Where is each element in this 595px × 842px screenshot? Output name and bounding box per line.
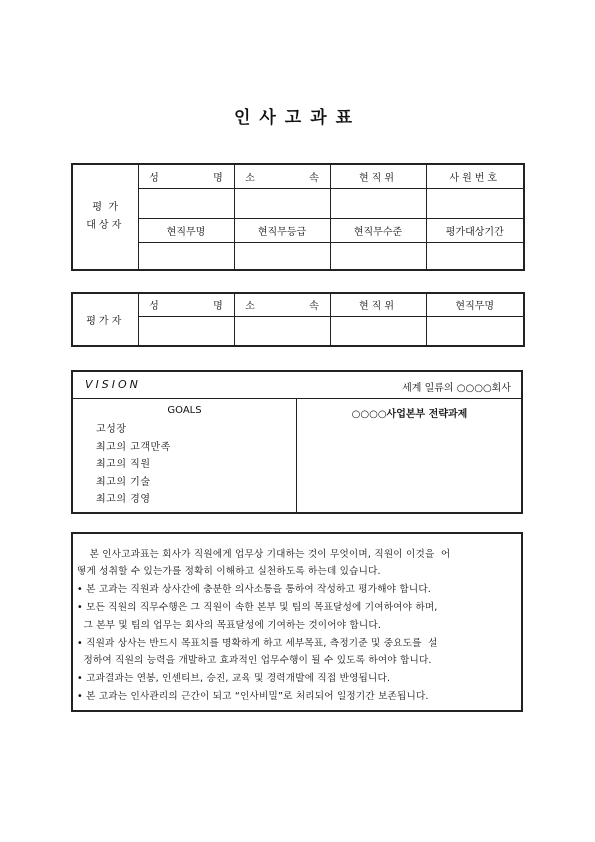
target-side-label-line2: 대상자 (86, 220, 125, 231)
note-line: • 본 고과는 직원과 상사간에 충분한 의사소통을 통하여 작성하고 평가해야 합니다. (77, 584, 432, 595)
note-line: • 본 고과는 인사관리의 근간이 되고 “인사비밀”로 처리되어 일정기간 보존됩니다. (77, 691, 429, 702)
evaluator-input-job-title[interactable] (426, 316, 524, 346)
header-job-title: 현직무명 (138, 218, 234, 242)
notes-box (71, 532, 523, 712)
vision-header (73, 372, 521, 399)
evaluator-header-job-title: 현직무명 (426, 293, 524, 316)
input-job-level[interactable] (330, 242, 426, 270)
note-line: • 직원과 상사는 반드시 목표치를 명확하게 하고 세부목표, 측정기준 및 중요도를 설 (77, 638, 438, 649)
evaluator-input-position[interactable] (330, 316, 426, 346)
vision-label: VISION (85, 378, 141, 391)
goals-list (96, 421, 171, 509)
evaluator-header-position: 현직위 (330, 293, 426, 316)
evaluator-header-name: 성 명 (138, 293, 234, 316)
note-line: 정하여 직원의 능력을 개발하고 효과적인 업무수행이 될 수 있도록 하여야 합니다. (77, 655, 432, 666)
vision-box (71, 370, 523, 514)
evaluator-header-department: 소 속 (234, 293, 330, 316)
header-employee-number: 사원번호 (426, 164, 524, 188)
goal-item: 최고의 직원 (96, 459, 151, 470)
header-job-level: 현직무수준 (330, 218, 426, 242)
goal-item: 최고의 기술 (96, 476, 151, 488)
evaluator-table (71, 292, 525, 347)
note-line: 그 본부 및 팀의 업무는 회사의 목표달성에 기여하는 것이어야 합니다. (77, 620, 382, 631)
note-line: • 모든 직원의 직무수행은 그 직원이 속한 본부 및 팀의 목표달성에 기여하여야 하며, (77, 602, 438, 613)
note-line: 본 인사고과표는 회사가 직원에게 업무상 기대하는 것이 무엇이며, 직원이 이것을 어 (83, 549, 451, 560)
vision-body (73, 399, 521, 513)
evaluator-input-department[interactable] (234, 316, 330, 346)
target-side-label-line1: 평 가 (92, 202, 119, 213)
input-employee-number[interactable] (426, 188, 524, 218)
header-department: 소 속 (234, 164, 330, 188)
vision-statement: 세계 일류의 ○○○○회사 (402, 383, 511, 394)
note-line: 떻게 성취할 수 있는가를 정확히 이해하고 실천하도록 하는데 있습니다. (77, 566, 381, 577)
goal-item: 최고의 경영 (96, 494, 151, 505)
input-evaluation-period[interactable] (426, 242, 524, 270)
evaluator-input-name[interactable] (138, 316, 234, 346)
goals-column (73, 399, 297, 513)
goal-item: 최고의 고객만족 (96, 441, 171, 453)
header-job-grade: 현직무등급 (234, 218, 330, 242)
evaluation-target-table (71, 163, 525, 271)
strategy-title: ○○○○사업본부 전략과제 (351, 409, 468, 420)
header-name: 성 명 (138, 164, 234, 188)
input-name[interactable] (138, 188, 234, 218)
evaluator-side-label: 평가자 (72, 293, 138, 346)
input-job-title[interactable] (138, 242, 234, 270)
target-side-label (72, 164, 138, 270)
input-position[interactable] (330, 188, 426, 218)
input-job-grade[interactable] (234, 242, 330, 270)
goals-title: GOALS (167, 405, 202, 416)
header-evaluation-period: 평가대상기간 (426, 218, 524, 242)
note-line: • 고과결과는 연봉, 인센티브, 승진, 교육 및 경력개발에 직접 반영됩니다. (77, 673, 391, 684)
input-department[interactable] (234, 188, 330, 218)
goal-item: 고성장 (96, 424, 127, 435)
header-position: 현직위 (330, 164, 426, 188)
page-title: 인사고과표 (233, 108, 362, 128)
